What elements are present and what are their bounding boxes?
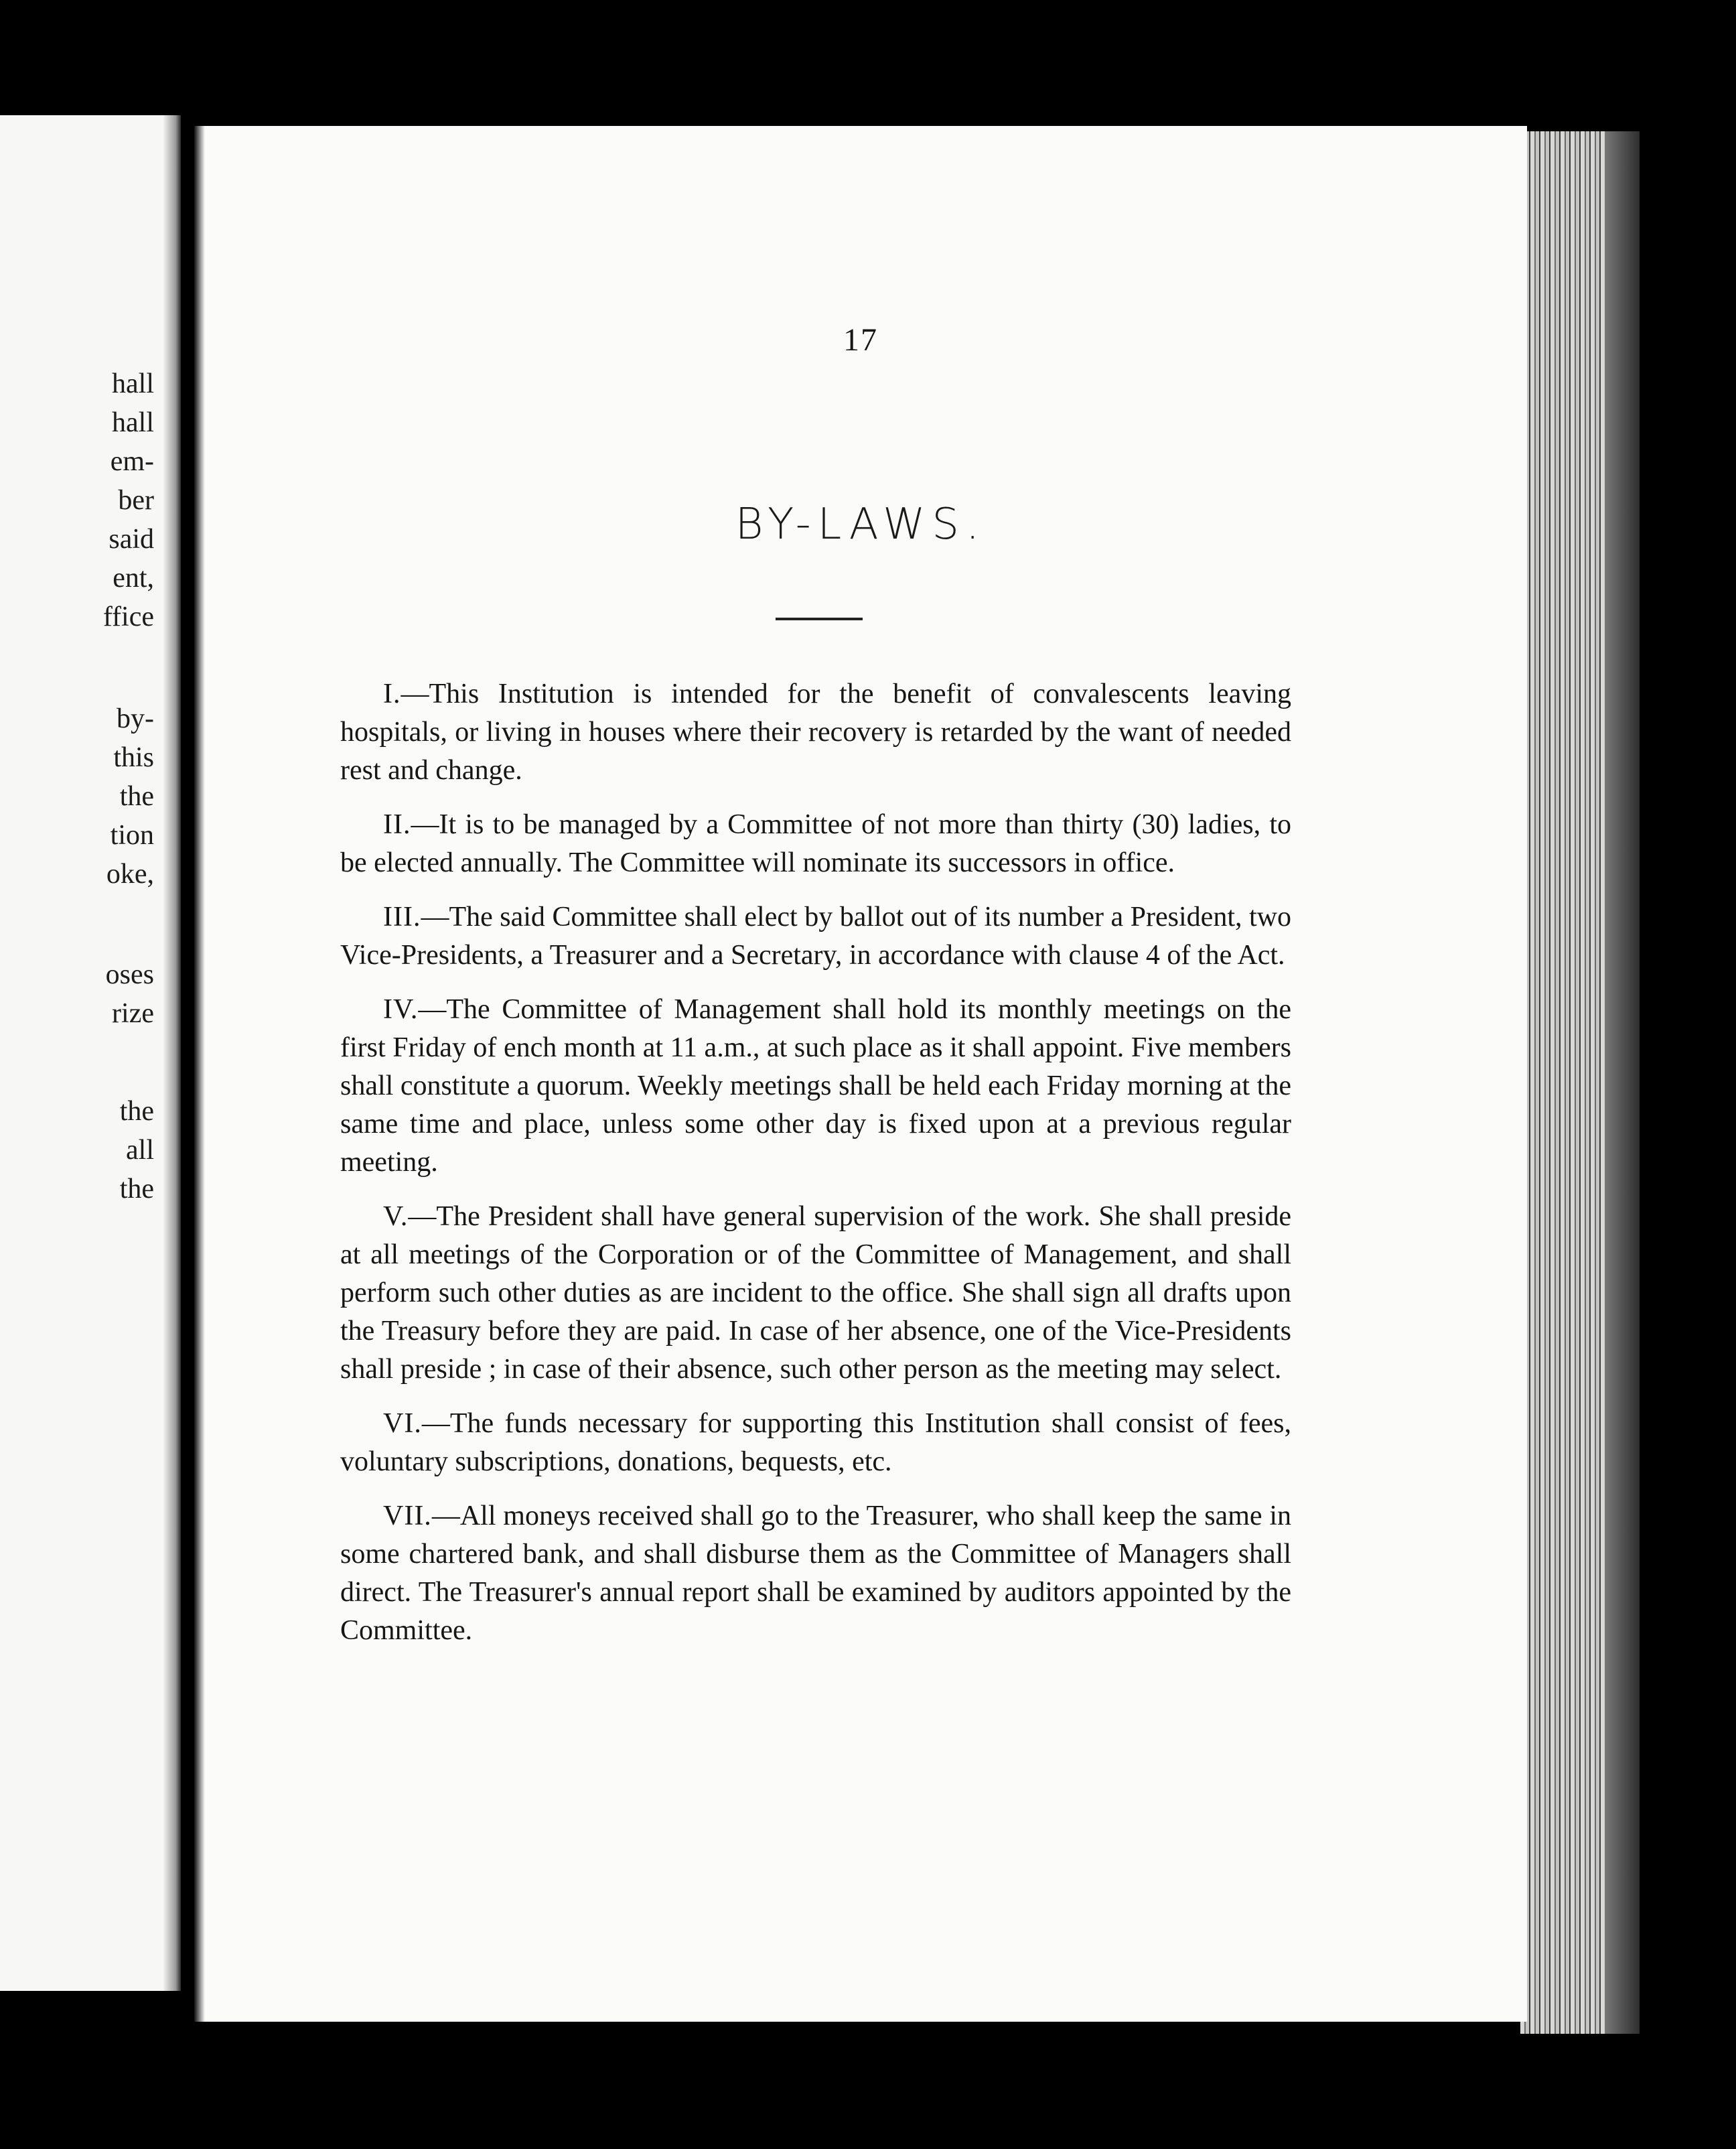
left-line-fragment: the [119,1096,154,1127]
left-line-fragment: hall [112,407,154,438]
left-line-fragment: said [108,524,154,555]
clause-number: V. [383,1201,409,1232]
clause-5 [340,1198,1291,1389]
clause-number: I. [383,679,401,709]
clause-text: —All moneys received shall go to the Treasurer, who shall keep the same in some chartered bank, and shall disburse them as the Committee of Managers shall direct. The Treasurer's annual report shall be examined by auditors appointed by the Committee. [340,1501,1291,1646]
clause-text: —The Committee of Management shall hold its monthly meetings on the first Friday of ench month at 11 a.m., at such place as it shall appoint. Five members shall constitute a quorum. Weekly meetings shall be held each Friday morning at the same time and place, unless some other day is fixed upon at a previous regular meeting. [340,994,1291,1178]
clause-number: VI. [383,1408,422,1439]
clause-text: —It is to be managed by a Committee of not more than thirty (30) ladies, to be elected annually. The Committee will nominate its successors in office. [340,809,1291,878]
left-line-fragment: all [126,1135,154,1166]
title-rule [776,618,863,620]
page-number: 17 [843,322,878,358]
left-line-fragment: ber [118,485,154,516]
clause-number: VII. [383,1501,432,1531]
left-line-fragment: rize [112,998,154,1029]
bylaws-body [340,675,1291,1666]
clause-text: —This Institution is intended for the benefit of convalescents leaving hospitals, or living in houses where their recovery is retarded by the want of needed rest and change. [340,679,1291,786]
left-line-fragment: tion [110,820,154,851]
page-title: BY-LAWS. [735,500,987,549]
left-line-fragment: this [113,742,154,773]
book-page-edges [1520,131,1640,2034]
page-gutter-shadow [194,126,205,2022]
clause-1 [340,675,1291,790]
clause-2 [340,806,1291,882]
left-line-fragment: em- [110,446,154,477]
left-line-fragment: by- [117,703,154,734]
book-cover-edge [1605,131,1640,2034]
previous-page [0,115,181,1991]
clause-text: —The funds necessary for supporting this Institution shall consist of fees, voluntary subscriptions, donations, bequests, etc. [340,1408,1291,1477]
left-line-fragment: the [119,781,154,812]
clause-number: III. [383,902,421,932]
book-page [194,126,1527,2022]
clause-text: —The President shall have general supervision of the work. She shall preside at all meetings of the Corporation or of the Committee of Management, and shall perform such other duties as are incident to the office. She shall sign all drafts upon the Treasury before they are paid. In case of her absence, one of the Vice-Presidents shall preside ; in case of their absence, such other person as the meeting may select. [340,1201,1291,1385]
clause-number: IV. [383,994,419,1025]
left-line-fragment: oses [105,959,154,990]
clause-4 [340,991,1291,1182]
clause-3 [340,898,1291,975]
clause-6 [340,1405,1291,1481]
clause-number: II. [383,809,411,840]
left-line-fragment: ent, [113,563,154,594]
left-line-fragment: oke, [106,859,154,890]
clause-text: —The said Committee shall elect by ballot out of its number a President, two Vice-Presidents, a Treasurer and a Secretary, in accordance with clause 4 of the Act. [340,902,1291,971]
left-line-fragment: ffice [102,602,154,632]
clause-7 [340,1497,1291,1650]
left-line-fragment: hall [112,368,154,399]
left-gutter-shadow [163,115,181,1991]
left-line-fragment: the [119,1174,154,1204]
